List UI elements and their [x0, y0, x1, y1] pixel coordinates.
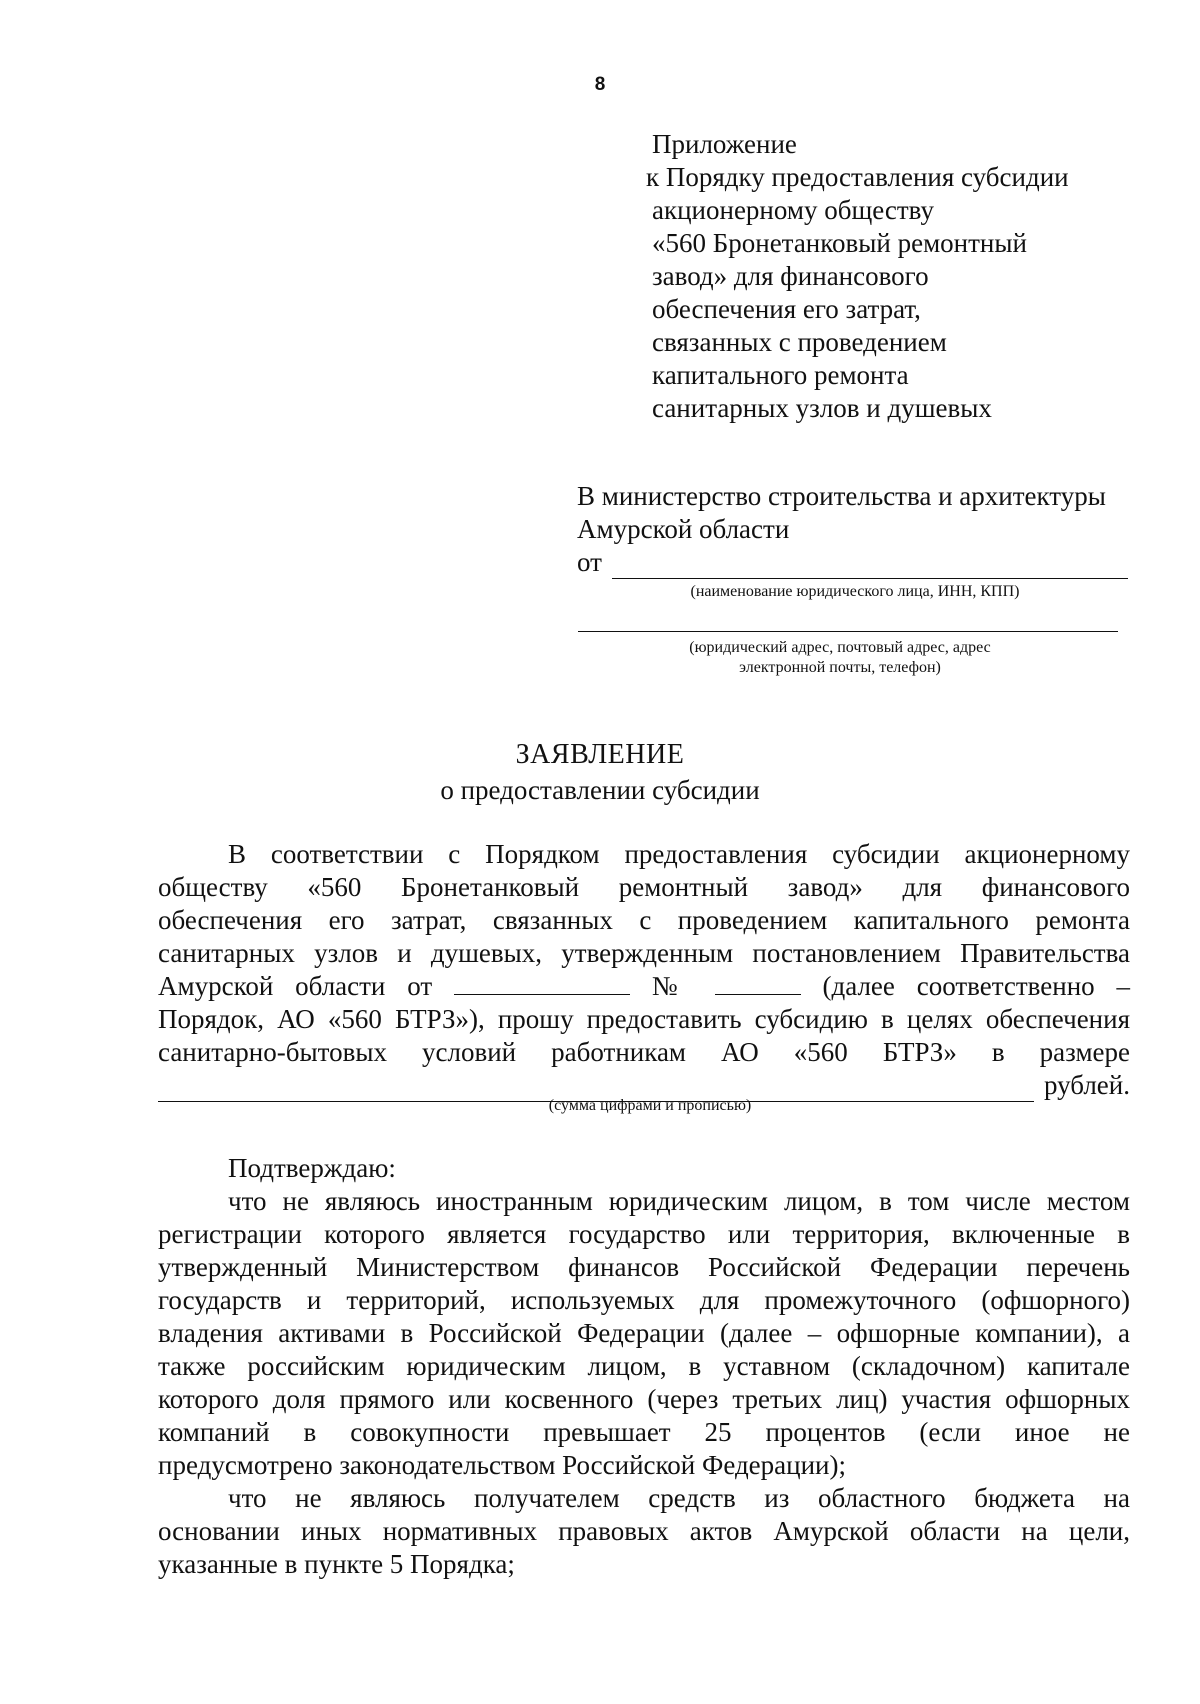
- caption-sum: (сумма цифрами и прописью): [548, 1097, 752, 1114]
- main-line-part: Амурской области от: [158, 971, 433, 1001]
- caption-legal-name: (наименование юридического лица, ИНН, КПП): [690, 583, 1020, 600]
- appendix-line: к Порядку предоставления субсидии: [646, 162, 1069, 192]
- appendix-line: обеспечения его затрат,: [652, 294, 921, 324]
- main-line: обеспечения его затрат, связанных с проведением капитального ремонта: [158, 905, 1130, 935]
- appendix-line: завод» для финансового: [652, 261, 929, 291]
- caption-address: [620, 638, 1060, 678]
- appendix-block: [646, 128, 1172, 425]
- rubles-label: рублей.: [1043, 1070, 1130, 1100]
- appendix-line: капитального ремонта: [652, 360, 909, 390]
- appendix-line: Приложение: [652, 129, 797, 159]
- confirm-line: государств и территорий, используемых для промежуточного (офшорного): [158, 1285, 1130, 1315]
- main-paragraph: [158, 838, 1130, 1102]
- confirm-line: также российским юридическим лицом, в уставном (складочном) капитале: [158, 1351, 1130, 1381]
- document-subtitle: о предоставлении субсидии: [440, 775, 760, 805]
- page-number: 8: [594, 74, 606, 95]
- caption-address-line-2: электронной почты, телефон): [739, 659, 941, 676]
- from-label: от: [577, 547, 602, 577]
- confirm-heading: Подтверждаю:: [228, 1153, 396, 1183]
- main-line: санитарных узлов и душевых, утвержденным постановлением Правительства: [158, 938, 1130, 968]
- confirm-line: владения активами в Российской Федерации (далее – офшорные компании), а: [158, 1318, 1130, 1348]
- document-title: ЗАЯВЛЕНИЕ: [515, 739, 685, 770]
- decree-date-blank[interactable]: [454, 972, 630, 995]
- main-line: обществу «560 Бронетанковый ремонтный завод» для финансового: [158, 872, 1130, 902]
- caption-address-line-1: (юридический адрес, почтовый адрес, адрес: [689, 639, 991, 656]
- confirm-line: что не являюсь иностранным юридическим лицом, в том числе местом: [228, 1186, 1130, 1216]
- confirm-line: регистрации которого является государство или территория, включенные в: [158, 1219, 1130, 1249]
- confirm-line: компаний в совокупности превышает 25 процентов (если иное не: [158, 1417, 1130, 1447]
- appendix-line: «560 Бронетанковый ремонтный: [652, 228, 1027, 258]
- main-line: В соответствии с Порядком предоставления субсидии акционерному: [228, 839, 1130, 869]
- address-blank[interactable]: [578, 631, 1118, 632]
- recipient-line-2: Амурской области: [577, 514, 790, 544]
- main-line-part: (далее соответственно –: [822, 971, 1130, 1001]
- number-sign: №: [651, 971, 693, 1001]
- confirm-line: что не являюсь получателем средств из областного бюджета на: [228, 1483, 1130, 1513]
- recipient-block: [577, 480, 1137, 579]
- confirm-line: которого доля прямого или косвенного (через третьих лиц) участия офшорных: [158, 1384, 1130, 1414]
- main-line-with-blanks: [158, 970, 1130, 1003]
- decree-number-blank[interactable]: [715, 972, 801, 995]
- confirm-line: указанные в пункте 5 Порядка;: [158, 1549, 515, 1579]
- confirm-line: основании иных нормативных правовых актов Амурской области на цели,: [158, 1516, 1130, 1546]
- appendix-line: санитарных узлов и душевых: [652, 393, 992, 423]
- appendix-line: акционерному обществу: [652, 195, 934, 225]
- confirm-line: утвержденный Министерством финансов Российской Федерации перечень: [158, 1252, 1130, 1282]
- from-row: [577, 546, 1137, 579]
- from-name-blank[interactable]: [612, 554, 1128, 579]
- confirm-line: предусмотрено законодательством Российской Федерации);: [158, 1450, 846, 1480]
- appendix-line: связанных с проведением: [652, 327, 947, 357]
- main-line: санитарно-бытовых условий работникам АО «560 БТРЗ» в размере: [158, 1037, 1130, 1067]
- main-line: Порядок, АО «560 БТРЗ»), прошу предоставить субсидию в целях обеспечения: [158, 1004, 1130, 1034]
- recipient-line-1: В министерство строительства и архитектуры: [577, 481, 1106, 511]
- confirm-section: [158, 1152, 1130, 1581]
